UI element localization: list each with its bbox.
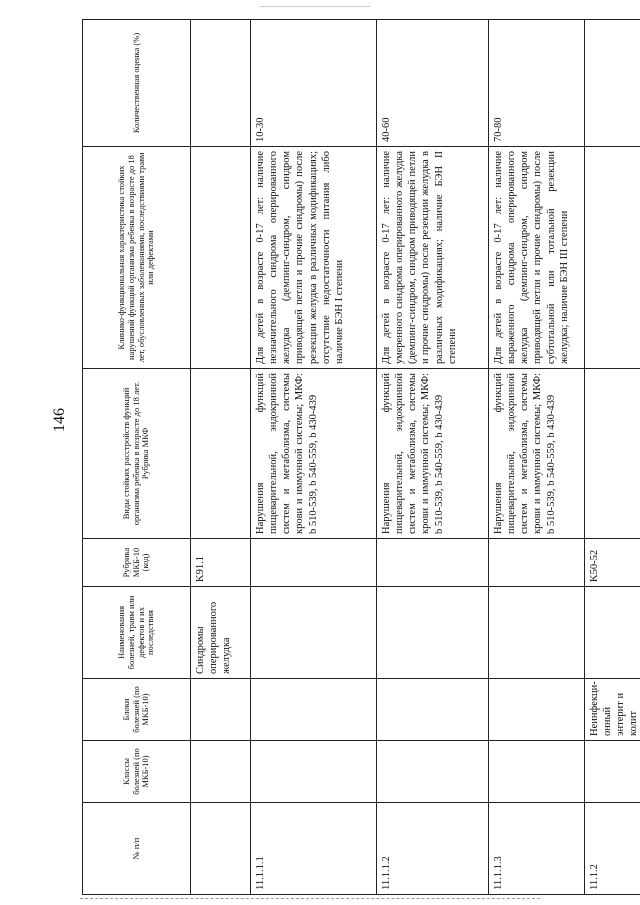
scan-mark-bottom: [80, 898, 540, 900]
header-score: Количественная оценка (%): [83, 20, 191, 147]
table-row: [377, 20, 489, 895]
header-blocks: Блоки болезней (по МКБ-10): [83, 679, 191, 741]
table-row: [191, 20, 251, 895]
cell-score: [585, 20, 640, 147]
cell-names: [585, 587, 640, 679]
cell-blocks: [191, 679, 251, 741]
header-row: [83, 20, 191, 895]
header-functions: Виды стойких расстройств функций организма ребенка в возрасте до 18 лет. Рубрика МКФ: [83, 369, 191, 539]
table-row: [489, 20, 585, 895]
page-number: 146: [51, 408, 68, 432]
cell-classes: [191, 741, 251, 803]
cell-num: 11.1.1.2: [377, 803, 489, 895]
cell-classes: [377, 741, 489, 803]
cell-rubric: [489, 539, 585, 587]
cell-blocks: [489, 679, 585, 741]
cell-classes: [251, 741, 377, 803]
cell-score: [191, 20, 251, 147]
header-characteristic: Клинико-функциональная характеристика стойких нарушений функций организма ребенка в возрасте до 18 лет, обусловленных заболеваниями, последствиями травм или дефектами: [83, 147, 191, 369]
cell-functions: [191, 369, 251, 539]
cell-characteristic: Для детей в возрасте 0-17 лет: наличие умеренного синдрома оперированного желудка (демпинг-синдром, синдром приводящей петли и прочие синдромы) после резекции желудка в различных модификациях; наличие БЭН II степени: [377, 147, 489, 369]
header-names: Наименования болезней, травм или дефектов и их последствия: [83, 587, 191, 679]
cell-functions: Нарушения функций пищеварительной, эндокринной систем и метаболизма, системы крови и иммунной системы; МКФ: b 510-539, b 540-559, b 430-439: [377, 369, 489, 539]
cell-names: [377, 587, 489, 679]
cell-classes: [585, 741, 640, 803]
cell-characteristic: [191, 147, 251, 369]
cell-num: 11.1.1.1: [251, 803, 377, 895]
cell-score: 70-80: [489, 20, 585, 147]
cell-names: [251, 587, 377, 679]
cell-names: [489, 587, 585, 679]
cell-characteristic: Для детей в возрасте 0-17 лет: наличие незначительного синдрома оперированного желудка (демпинг-синдром, синдром приводящей петли и прочие синдромы) после резекции желудка в различных модификациях; отсутствие недостаточности питания либо наличие БЭН I степени: [251, 147, 377, 369]
cell-classes: [489, 741, 585, 803]
cell-names: Синдромы оперированного желудка: [191, 587, 251, 679]
cell-blocks: [377, 679, 489, 741]
cell-num: [191, 803, 251, 895]
table-row: [585, 20, 640, 895]
header-classes: Классы болезней (по МКБ-10): [83, 741, 191, 803]
scan-mark-top: [260, 6, 370, 7]
rotated-table-container: [82, 20, 640, 895]
disability-criteria-table: [82, 19, 640, 895]
cell-rubric: K91.1: [191, 539, 251, 587]
cell-rubric: [377, 539, 489, 587]
cell-rubric: K50-52: [585, 539, 640, 587]
cell-characteristic: Для детей в возрасте 0-17 лет: наличие выраженного синдрома оперированного желудка (демпинг-синдром, синдром приводящей петли и прочие синдромы) после субтотальной или тотальной резекции желудка; наличие БЭН III степени: [489, 147, 585, 369]
cell-score: 40-60: [377, 20, 489, 147]
cell-rubric: [251, 539, 377, 587]
cell-num: 11.1.2: [585, 803, 640, 895]
header-num: № п/п: [83, 803, 191, 895]
cell-blocks: Неинфекци-онный энтерит и колит: [585, 679, 640, 741]
cell-functions: [585, 369, 640, 539]
cell-score: 10-30: [251, 20, 377, 147]
cell-num: 11.1.1.3: [489, 803, 585, 895]
cell-characteristic: [585, 147, 640, 369]
header-rubric: Рубрика МКБ-10 (код): [83, 539, 191, 587]
cell-functions: Нарушения функций пищеварительной, эндокринной систем и метаболизма, системы крови и иммунной системы; МКФ: b 510-539, b 540-559, b 430-439: [489, 369, 585, 539]
cell-blocks: [251, 679, 377, 741]
table-row: [251, 20, 377, 895]
cell-functions: Нарушения функций пищеварительной, эндокринной систем и метаболизма, системы крови и иммунной системы; МКФ: b 510-539, b 540-559, b 430-439: [251, 369, 377, 539]
